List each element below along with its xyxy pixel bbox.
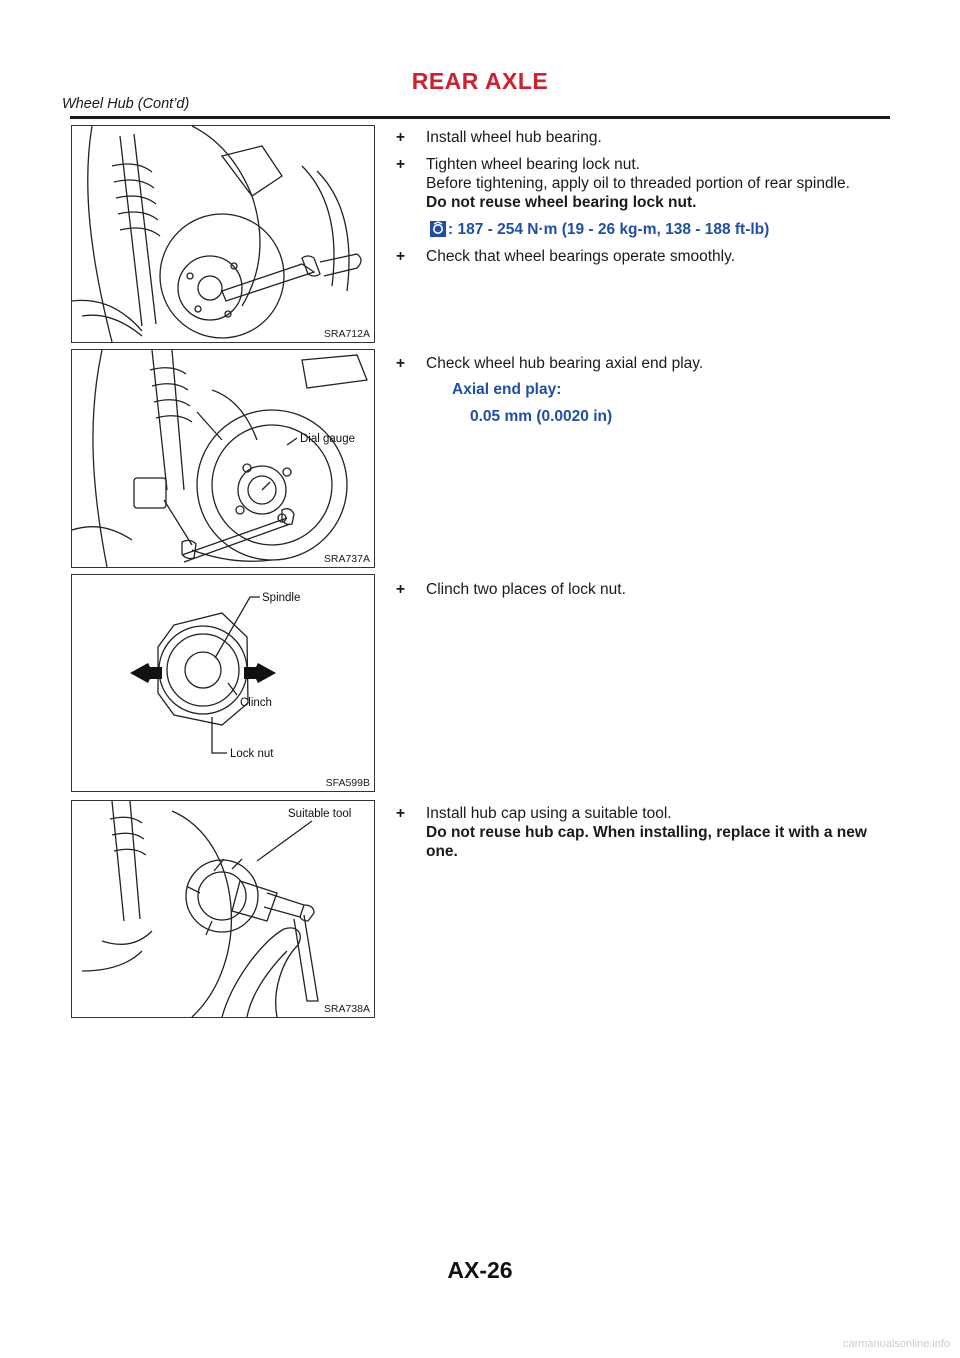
step-4-text <box>396 804 896 869</box>
figure-sfa599b <box>71 574 375 792</box>
wheel-hub-illustration <box>72 126 374 342</box>
section-subtitle: Wheel Hub (Cont’d) <box>62 96 190 112</box>
hub-cap-install-illustration <box>72 801 374 1017</box>
torque-spec: : 187 - 254 N·m (19 - 26 kg-m, 138 - 188 ft-lb) <box>396 220 896 239</box>
label-dial-gauge: Dial gauge <box>300 433 355 445</box>
step-2-text <box>396 354 896 426</box>
list-item: + Tighten wheel bearing lock nut. Before tightening, apply oil to threaded portion of rear spindle. Do not reuse wheel bearing lock nut. <box>396 156 850 211</box>
step-1-text <box>396 128 896 274</box>
figure-id: SRA737A <box>323 553 370 565</box>
label-clinch: Clinch <box>240 697 272 709</box>
label-spindle: Spindle <box>262 592 301 604</box>
bullet: + <box>396 156 406 173</box>
list-item: + Check wheel hub bearing axial end play. <box>396 355 704 372</box>
label-suitable-tool: Suitable tool <box>288 808 352 820</box>
figure-id: SFA599B <box>325 777 370 789</box>
axial-end-play-value: 0.05 mm (0.0020 in) <box>470 408 613 425</box>
bullet: + <box>396 355 406 372</box>
header-rule <box>70 116 890 119</box>
figure-id: SRA712A <box>323 328 370 340</box>
label-lock-nut: Lock nut <box>230 748 274 760</box>
figure-sra712a <box>71 125 375 343</box>
axial-end-play-label: Axial end play: <box>452 381 562 398</box>
lock-nut-clinch-illustration <box>72 575 374 791</box>
list-item: + Clinch two places of lock nut. <box>396 581 626 598</box>
bullet: + <box>396 248 406 265</box>
torque-wrench-icon <box>430 221 446 237</box>
page-number: AX-26 <box>447 1257 513 1283</box>
figure-sra737a <box>71 349 375 568</box>
list-item: + Check that wheel bearings operate smoothly. <box>396 248 736 265</box>
step-3-text <box>396 580 896 607</box>
bullet: + <box>396 805 406 822</box>
bullet: + <box>396 129 406 146</box>
figure-sra738a <box>71 800 375 1018</box>
list-item: + Install hub cap using a suitable tool. Do not reuse hub cap. When installing, replace it with a new one. <box>396 805 867 860</box>
section-title: REAR AXLE <box>411 68 549 94</box>
dial-gauge-illustration <box>72 350 374 567</box>
footer-watermark: carmanualsonline.info <box>842 1338 950 1350</box>
figure-id: SRA738A <box>323 1003 370 1015</box>
bullet: + <box>396 581 406 598</box>
list-item: + Install wheel hub bearing. <box>396 129 602 146</box>
